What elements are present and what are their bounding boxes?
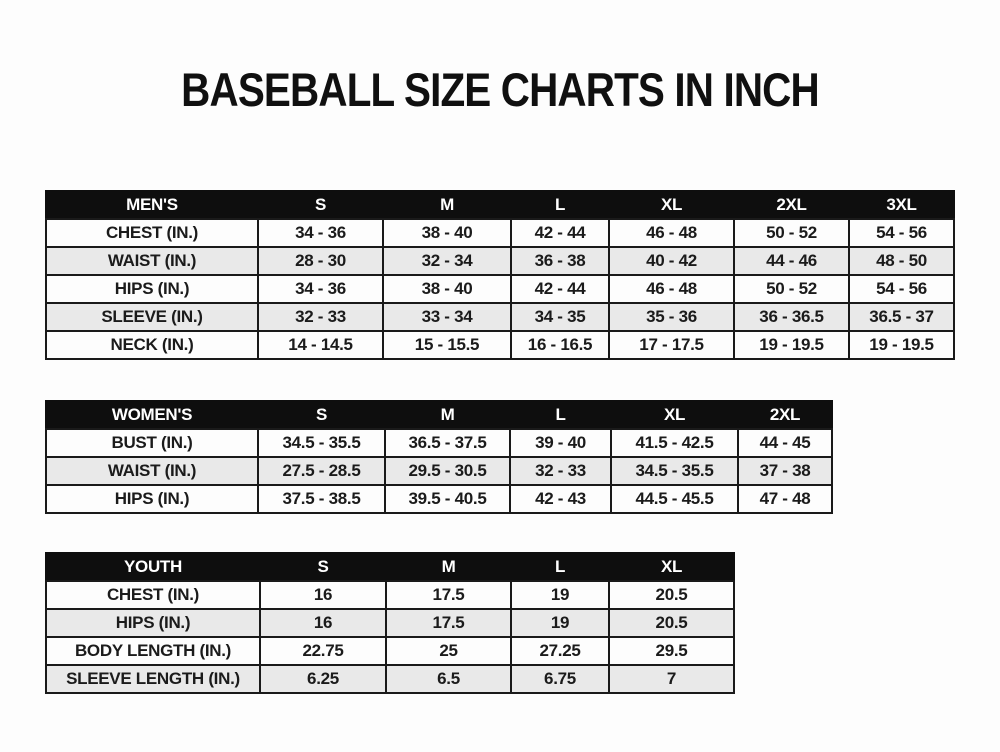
size-value-cell: 25 bbox=[386, 637, 511, 665]
table-row bbox=[46, 429, 832, 457]
womens-size-table bbox=[45, 400, 833, 514]
size-value-cell: 42 - 43 bbox=[510, 485, 611, 513]
table-row bbox=[46, 665, 734, 693]
size-value-cell: 17.5 bbox=[386, 581, 511, 609]
size-value-cell: 34.5 - 35.5 bbox=[611, 457, 738, 485]
row-label-cell: HIPS (IN.) bbox=[46, 485, 258, 513]
size-value-cell: 14 - 14.5 bbox=[258, 331, 383, 359]
table-row bbox=[46, 219, 954, 247]
size-value-cell: 27.5 - 28.5 bbox=[258, 457, 385, 485]
size-value-cell: 36.5 - 37 bbox=[849, 303, 954, 331]
size-header-cell: L bbox=[511, 553, 609, 581]
youth-size-table bbox=[45, 552, 735, 694]
size-value-cell: 46 - 48 bbox=[609, 275, 734, 303]
header-row bbox=[46, 191, 954, 219]
size-value-cell: 20.5 bbox=[609, 609, 734, 637]
table-row bbox=[46, 275, 954, 303]
size-value-cell: 40 - 42 bbox=[609, 247, 734, 275]
row-label-cell: NECK (IN.) bbox=[46, 331, 258, 359]
row-label-cell: BODY LENGTH (IN.) bbox=[46, 637, 260, 665]
size-value-cell: 44 - 45 bbox=[738, 429, 832, 457]
row-label-cell: SLEEVE (IN.) bbox=[46, 303, 258, 331]
size-value-cell: 44.5 - 45.5 bbox=[611, 485, 738, 513]
size-value-cell: 32 - 33 bbox=[258, 303, 383, 331]
row-label-cell: WAIST (IN.) bbox=[46, 247, 258, 275]
size-value-cell: 38 - 40 bbox=[383, 219, 511, 247]
size-value-cell: 39 - 40 bbox=[510, 429, 611, 457]
size-header-cell: 3XL bbox=[849, 191, 954, 219]
table-row bbox=[46, 485, 832, 513]
size-value-cell: 36 - 36.5 bbox=[734, 303, 849, 331]
size-value-cell: 38 - 40 bbox=[383, 275, 511, 303]
row-label-cell: CHEST (IN.) bbox=[46, 219, 258, 247]
size-value-cell: 54 - 56 bbox=[849, 219, 954, 247]
size-value-cell: 50 - 52 bbox=[734, 219, 849, 247]
size-value-cell: 17 - 17.5 bbox=[609, 331, 734, 359]
size-value-cell: 6.25 bbox=[260, 665, 386, 693]
size-value-cell: 29.5 bbox=[609, 637, 734, 665]
size-value-cell: 41.5 - 42.5 bbox=[611, 429, 738, 457]
size-header-cell: S bbox=[258, 401, 385, 429]
mens-size-table bbox=[45, 190, 955, 360]
size-value-cell: 16 bbox=[260, 581, 386, 609]
size-header-cell: XL bbox=[609, 191, 734, 219]
table-title-cell: MEN'S bbox=[46, 191, 258, 219]
size-value-cell: 16 bbox=[260, 609, 386, 637]
size-value-cell: 19 - 19.5 bbox=[734, 331, 849, 359]
size-header-cell: M bbox=[385, 401, 510, 429]
size-value-cell: 34.5 - 35.5 bbox=[258, 429, 385, 457]
row-label-cell: WAIST (IN.) bbox=[46, 457, 258, 485]
size-value-cell: 39.5 - 40.5 bbox=[385, 485, 510, 513]
size-header-cell: M bbox=[386, 553, 511, 581]
size-value-cell: 32 - 33 bbox=[510, 457, 611, 485]
size-header-cell: S bbox=[260, 553, 386, 581]
size-value-cell: 29.5 - 30.5 bbox=[385, 457, 510, 485]
size-value-cell: 34 - 35 bbox=[511, 303, 609, 331]
header-row bbox=[46, 553, 734, 581]
size-value-cell: 19 - 19.5 bbox=[849, 331, 954, 359]
page-title: BASEBALL SIZE CHARTS IN INCH bbox=[181, 63, 819, 116]
size-value-cell: 48 - 50 bbox=[849, 247, 954, 275]
size-header-cell: L bbox=[510, 401, 611, 429]
size-value-cell: 28 - 30 bbox=[258, 247, 383, 275]
size-header-cell: S bbox=[258, 191, 383, 219]
size-value-cell: 37 - 38 bbox=[738, 457, 832, 485]
size-header-cell: 2XL bbox=[738, 401, 832, 429]
size-value-cell: 19 bbox=[511, 581, 609, 609]
row-label-cell: BUST (IN.) bbox=[46, 429, 258, 457]
size-value-cell: 22.75 bbox=[260, 637, 386, 665]
size-value-cell: 32 - 34 bbox=[383, 247, 511, 275]
size-value-cell: 36.5 - 37.5 bbox=[385, 429, 510, 457]
size-value-cell: 50 - 52 bbox=[734, 275, 849, 303]
size-header-cell: XL bbox=[611, 401, 738, 429]
header-row bbox=[46, 401, 832, 429]
size-header-cell: M bbox=[383, 191, 511, 219]
row-label-cell: SLEEVE LENGTH (IN.) bbox=[46, 665, 260, 693]
size-header-cell: L bbox=[511, 191, 609, 219]
size-value-cell: 19 bbox=[511, 609, 609, 637]
table-row bbox=[46, 609, 734, 637]
row-label-cell: HIPS (IN.) bbox=[46, 609, 260, 637]
size-value-cell: 7 bbox=[609, 665, 734, 693]
table-row bbox=[46, 457, 832, 485]
size-value-cell: 16 - 16.5 bbox=[511, 331, 609, 359]
size-value-cell: 36 - 38 bbox=[511, 247, 609, 275]
row-label-cell: CHEST (IN.) bbox=[46, 581, 260, 609]
size-value-cell: 46 - 48 bbox=[609, 219, 734, 247]
size-value-cell: 35 - 36 bbox=[609, 303, 734, 331]
size-value-cell: 33 - 34 bbox=[383, 303, 511, 331]
size-value-cell: 47 - 48 bbox=[738, 485, 832, 513]
table-row bbox=[46, 331, 954, 359]
table-row bbox=[46, 637, 734, 665]
size-value-cell: 15 - 15.5 bbox=[383, 331, 511, 359]
size-value-cell: 54 - 56 bbox=[849, 275, 954, 303]
size-value-cell: 44 - 46 bbox=[734, 247, 849, 275]
size-value-cell: 42 - 44 bbox=[511, 275, 609, 303]
size-value-cell: 27.25 bbox=[511, 637, 609, 665]
size-value-cell: 20.5 bbox=[609, 581, 734, 609]
size-value-cell: 17.5 bbox=[386, 609, 511, 637]
size-header-cell: XL bbox=[609, 553, 734, 581]
size-value-cell: 34 - 36 bbox=[258, 275, 383, 303]
size-value-cell: 42 - 44 bbox=[511, 219, 609, 247]
size-value-cell: 37.5 - 38.5 bbox=[258, 485, 385, 513]
size-value-cell: 6.75 bbox=[511, 665, 609, 693]
size-value-cell: 34 - 36 bbox=[258, 219, 383, 247]
size-header-cell: 2XL bbox=[734, 191, 849, 219]
row-label-cell: HIPS (IN.) bbox=[46, 275, 258, 303]
table-row bbox=[46, 581, 734, 609]
table-row bbox=[46, 303, 954, 331]
table-title-cell: YOUTH bbox=[46, 553, 260, 581]
table-title-cell: WOMEN'S bbox=[46, 401, 258, 429]
table-row bbox=[46, 247, 954, 275]
size-value-cell: 6.5 bbox=[386, 665, 511, 693]
